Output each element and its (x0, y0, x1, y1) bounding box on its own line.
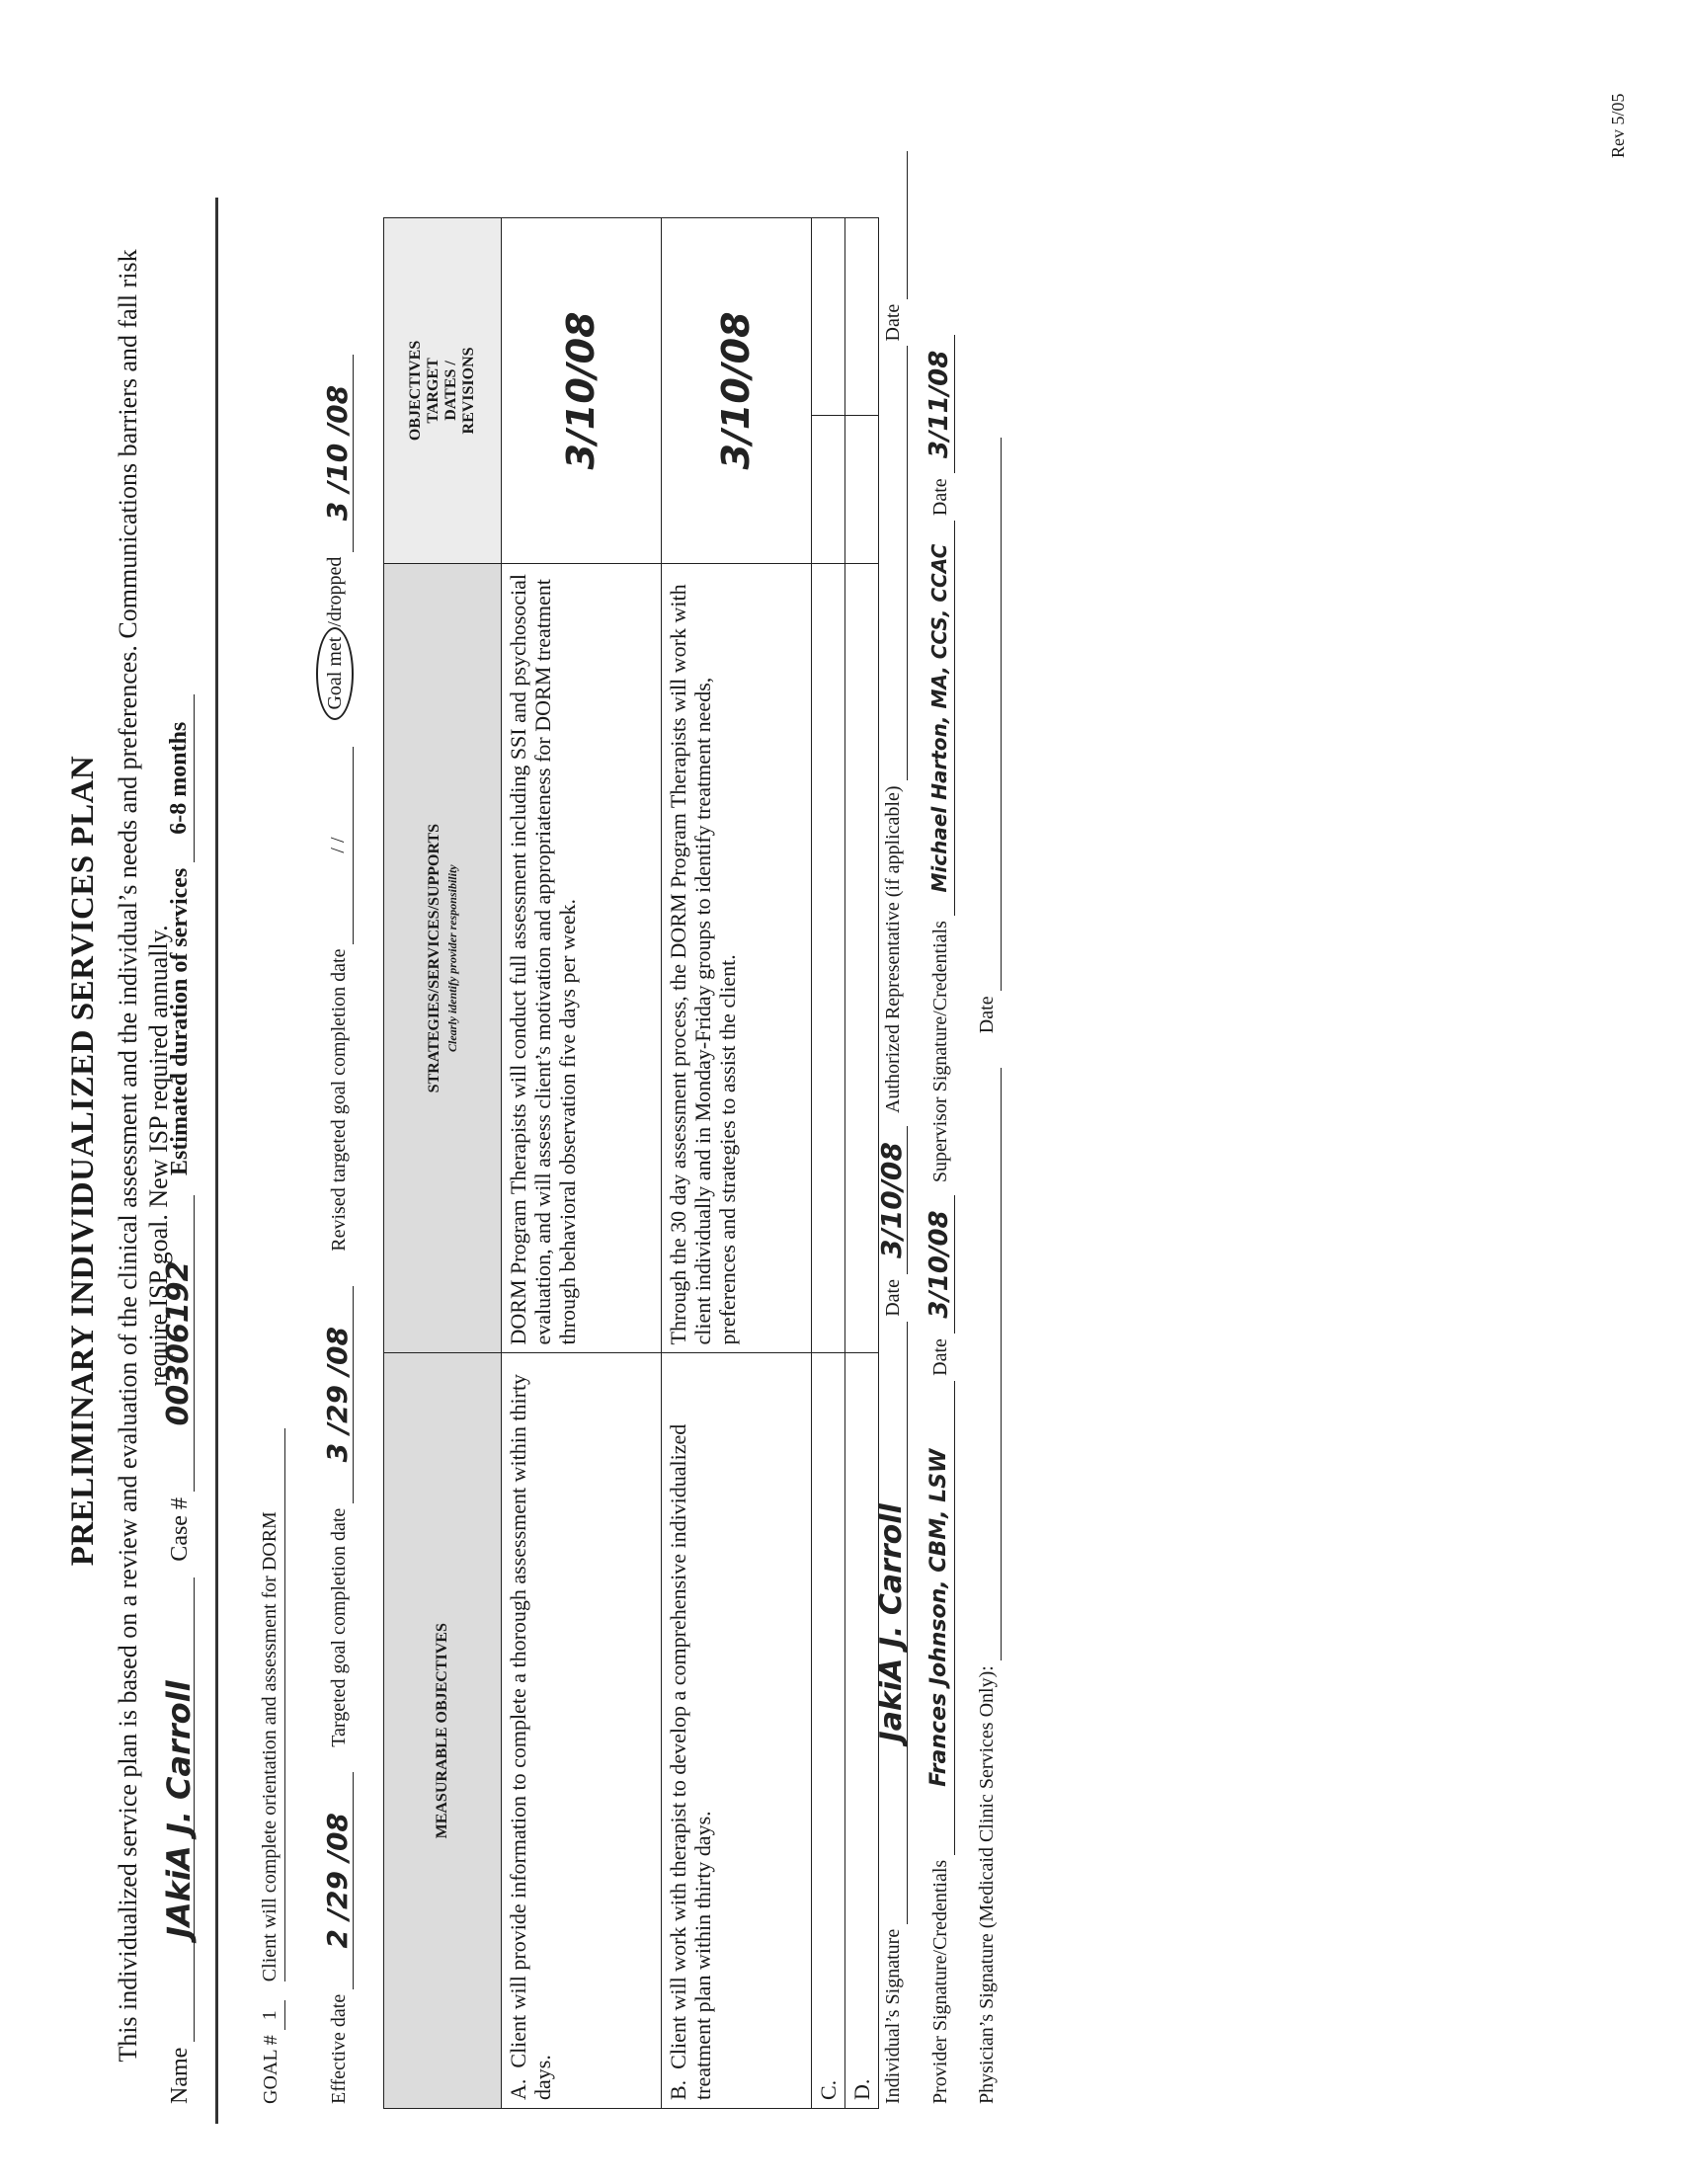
row-letter: B. (666, 2079, 690, 2100)
goal-met-label (316, 557, 354, 712)
row-letter: A. (506, 2078, 530, 2100)
case-number-field[interactable]: 00306192 (164, 1195, 195, 1492)
strategy-cell[interactable]: DORM Program Therapists will conduct full assessment including SSI and psychosocial evaluation, and will assess client’s motivation and appropriateness for DORM treatment through behavioral observation five days per week. (502, 563, 662, 1353)
supervisor-date-field[interactable]: 3/11/08 (924, 335, 955, 473)
physician-signature-row (972, 438, 1002, 2104)
individual-signature-row (874, 151, 909, 2104)
revision-cell[interactable] (812, 218, 845, 416)
objective-cell[interactable] (662, 1353, 812, 2109)
goal-met-date-field[interactable]: 3 /10 /08 (323, 355, 354, 552)
strategy-cell[interactable] (812, 563, 845, 1353)
table-row (812, 218, 845, 2109)
target-date-cell[interactable]: 3/10/08 (502, 218, 662, 564)
table-header-row (384, 218, 502, 2109)
objective-text: Client will provide information to complete a thorough assessment within thirty days. (506, 1373, 555, 2100)
supervisor-signature-field[interactable]: Michael Harton, MA, CCS, CCAC (924, 521, 955, 916)
targeted-date-field[interactable]: 3 /29 /08 (323, 1286, 354, 1503)
supervisor-date-label: Date (929, 478, 951, 517)
goal-number-field[interactable]: 1 (255, 2000, 285, 2030)
rotated-form (57, 49, 1628, 2124)
provider-date-field[interactable]: 3/10/08 (924, 1195, 955, 1334)
table-row (502, 218, 662, 2109)
header-row (160, 694, 198, 2104)
individual-signature-field[interactable]: JakiA J. Carroll (877, 1322, 908, 1924)
provider-signature-row (924, 335, 955, 2104)
strategies-title: STRATEGIES/SERVICES/SUPPORTS (425, 823, 442, 1093)
objective-cell[interactable] (502, 1353, 662, 2109)
provider-signature-field[interactable]: Frances Johnson, CBM, LSW (924, 1381, 955, 1855)
target-date-cell[interactable]: 3/10/08 (662, 218, 812, 564)
duration-field[interactable]: 6-8 months (164, 694, 195, 862)
goal-met-circle: Goal met (316, 627, 354, 720)
physician-signature-label: Physician’s Signature (Medicaid Clinic Services Only): (976, 1665, 998, 2104)
form-title: PRELIMINARY INDIVIDUALIZED SERVICES PLAN (65, 755, 101, 1567)
revision-cell[interactable] (845, 218, 879, 416)
physician-date-field[interactable] (1001, 438, 1002, 991)
strategy-cell[interactable] (845, 563, 879, 1353)
individual-date-field[interactable]: 3/10/08 (877, 1126, 908, 1274)
individual-signature-label: Individual’s Signature (882, 1928, 904, 2104)
goal-row (255, 1428, 285, 2104)
row-letter: D. (849, 2078, 874, 2100)
authorized-rep-label: Authorized Representative (if applicable) (882, 785, 904, 1114)
targets-header-line: DATES / (442, 361, 459, 421)
strategy-cell[interactable]: Through the 30 day assessment process, the DORM Program Therapists will work with client individually and in Monday-Friday groups to identify treatment needs, preferences and strategies to assist the client. (662, 563, 812, 1353)
targets-header-line: OBJECTIVES (407, 340, 424, 442)
targets-header-line: REVISIONS (460, 347, 477, 435)
goal-text-field[interactable]: Client will complete orientation and assessment for DORM (255, 1428, 285, 1982)
authorized-date-label: Date (882, 303, 904, 342)
name-field[interactable]: JAkiA J. Carroll (164, 1577, 195, 2042)
duration-label: Estimated duration of services (167, 867, 193, 1176)
objective-text: Client will work with therapist to develop a comprehensive individualized treatment plan within thirty days. (666, 1423, 715, 2100)
targeted-date-label: Targeted goal completion date (328, 1507, 350, 1747)
goal-dropped-label: /dropped (324, 556, 346, 627)
revised-date-label: Revised targeted goal completion date (328, 948, 350, 1252)
objective-cell[interactable] (812, 1353, 845, 2109)
revised-date-field[interactable]: / / (323, 747, 354, 944)
targets-header-line: TARGET (425, 358, 442, 424)
table-row (662, 218, 812, 2109)
authorized-date-field[interactable] (907, 151, 908, 299)
effective-date-field[interactable]: 2 /29 /08 (323, 1772, 354, 1989)
row-letter: C. (816, 2079, 841, 2100)
case-label: Case # (167, 1497, 193, 1562)
goal-label: GOAL # (260, 2035, 281, 2104)
strategies-subtitle: Clearly identify provider responsibility (444, 864, 459, 1053)
supervisor-signature-label: Supervisor Signature/Credentials (929, 921, 951, 1183)
objectives-table (383, 217, 879, 2109)
provider-date-label: Date (929, 1338, 951, 1376)
physician-date-label: Date (976, 996, 998, 1034)
header-rule (215, 198, 218, 2124)
form-intro: This individualized service plan is based on a review and evaluation of the clinical assessment and the individual’s needs and preferences. Communications barriers and fall risk require ISP goal. New ISP required annually. (114, 249, 173, 2063)
targets-col-header (384, 218, 502, 564)
strategies-col-header (384, 563, 502, 1353)
name-label: Name (167, 2047, 193, 2104)
dates-row (316, 355, 354, 2104)
target-date-cell[interactable] (845, 415, 879, 563)
physician-signature-field[interactable] (1001, 1068, 1002, 1660)
effective-date-label: Effective date (328, 1993, 350, 2104)
authorized-rep-field[interactable] (907, 347, 908, 781)
individual-date-label: Date (882, 1279, 904, 1317)
table-row (845, 218, 879, 2109)
objectives-col-header: MEASURABLE OBJECTIVES (384, 1353, 502, 2109)
revision-note: Rev 5/05 (1608, 93, 1628, 158)
provider-signature-label: Provider Signature/Credentials (929, 1859, 951, 2104)
target-date-cell[interactable] (812, 415, 845, 563)
